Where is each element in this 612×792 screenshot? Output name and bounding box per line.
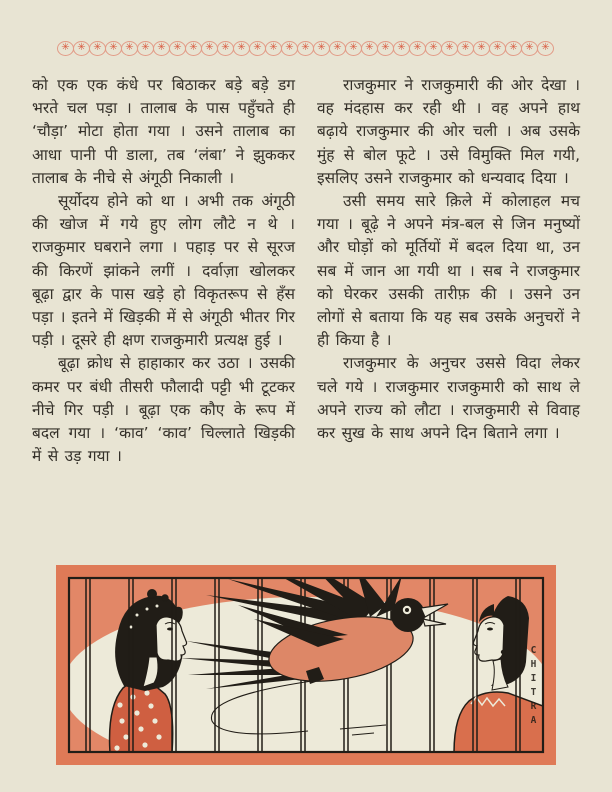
artist-signature: CHITRA xyxy=(528,645,539,729)
paragraph: राजकुमार के अनुचर उससे विदा लेकर चले गये । राजकुमार राजकुमारी को साथ ले अपने राज्य को लौटा । राजकुमारी से विवाह कर सुख के साथ अपने दिन बिताने लगा । xyxy=(317,354,580,443)
paragraph: बूढ़ा क्रोध से हाहाकार कर उठा । उसकी कमर पर बंधी तीसरी फौलादी पट्टी भी टूटकर नीचे गिर पड़ी । बूढ़ा एक कौए के रूप में बदल गया । ‘काव’ ‘काव’ चिल्लाते खिड़की में से उड़ गया । xyxy=(32,354,295,466)
ornament-border xyxy=(56,40,556,56)
flower-ornament-icon: ✳ xyxy=(425,41,442,56)
flower-ornament-icon: ✳ xyxy=(281,41,298,56)
flower-ornament-icon: ✳ xyxy=(89,41,106,56)
right-column xyxy=(317,74,580,468)
flower-ornament-icon: ✳ xyxy=(57,41,74,56)
flower-ornament-icon: ✳ xyxy=(185,41,202,56)
flower-ornament-icon: ✳ xyxy=(153,41,170,56)
illustration xyxy=(56,565,556,765)
flower-ornament-icon: ✳ xyxy=(441,41,458,56)
flower-ornament-icon: ✳ xyxy=(537,41,554,56)
flower-ornament-icon: ✳ xyxy=(489,41,506,56)
hair-ornament xyxy=(162,595,168,601)
paragraph: को एक एक कंधे पर बिठाकर बड़े बड़े डग भरते चल पड़ा । तालाब के पास पहुँचते ही ‘चौड़ा’ मोटा होता गया । उसने तालाब का आधा पानी पी डाला, तब ‘लंबा’ ने झुककर तालाब के नीचे से अंगूठी निकाली । xyxy=(32,76,295,187)
text-columns xyxy=(32,74,580,468)
paragraph: सूर्योदय होने को था । अभी तक अंगूठी की खोज में गये हुए लोग लौटे न थे । राजकुमार घबराने लगा । पहाड़ पर से सूरज की किरणें झांकने लगीं । दर्वाज़ा खोलकर बूढ़ा द्वार के पास खड़े हो विकृतरूप से हँस पड़ा । इतने में खिड़की में से अंगूठी भीतर गिर पड़ी । दूसरे ही क्षण राजकुमारी प्रत्यक्ष हुई । xyxy=(32,192,295,350)
flower-ornament-icon: ✳ xyxy=(169,41,186,56)
flower-ornament-icon: ✳ xyxy=(313,41,330,56)
paragraph: राजकुमार ने राजकुमारी की ओर देखा । वह मंदहास कर रही थी । वह अपने हाथ बढ़ाये राजकुमार की ओर चली । अब उसके मुंह से बोल फूटे । उसे विमुक्ति मिल गयी, इसलिए उसने राजकुमार को धन्यवाद दिया । xyxy=(317,76,580,187)
hair-ornament xyxy=(148,590,157,599)
flower-ornament-icon: ✳ xyxy=(361,41,378,56)
flower-ornament-icon: ✳ xyxy=(521,41,538,56)
flower-ornament-icon: ✳ xyxy=(393,41,410,56)
flower-ornament-icon: ✳ xyxy=(377,41,394,56)
prince-eye xyxy=(487,628,493,631)
flower-ornament-icon: ✳ xyxy=(473,41,490,56)
flower-ornament-icon: ✳ xyxy=(265,41,282,56)
flower-ornament-icon: ✳ xyxy=(137,41,154,56)
flower-ornament-icon: ✳ xyxy=(73,41,90,56)
bird-head xyxy=(391,598,425,632)
flower-ornament-icon: ✳ xyxy=(233,41,250,56)
left-column xyxy=(32,74,295,468)
flower-ornament-icon: ✳ xyxy=(217,41,234,56)
flower-ornament-icon: ✳ xyxy=(105,41,122,56)
bird-eye xyxy=(405,608,409,612)
paragraph: उसी समय सारे क़िले में कोलाहल मच गया । बूढ़े ने अपने मंत्र-बल से जिन मनुष्यों और घोड़ों को मूर्तियों में बदल दिया था, उन सब में जान आ गयी था । सब ने राजकुमार को घेरकर उसकी तारीफ़ की । उसने उन लोगों से बताया कि यह सब उसके अनुचरों ने ही किया है । xyxy=(317,192,580,350)
flower-ornament-icon: ✳ xyxy=(201,41,218,56)
flower-ornament-icon: ✳ xyxy=(409,41,426,56)
flower-ornament-icon: ✳ xyxy=(457,41,474,56)
crow-window-illustration xyxy=(56,565,556,765)
flower-ornament-icon: ✳ xyxy=(297,41,314,56)
prince-earring xyxy=(501,650,505,654)
flower-ornament-icon: ✳ xyxy=(329,41,346,56)
flower-ornament-icon: ✳ xyxy=(345,41,362,56)
flower-ornament-icon: ✳ xyxy=(505,41,522,56)
flower-ornament-icon: ✳ xyxy=(121,41,138,56)
flower-ornament-icon: ✳ xyxy=(249,41,266,56)
